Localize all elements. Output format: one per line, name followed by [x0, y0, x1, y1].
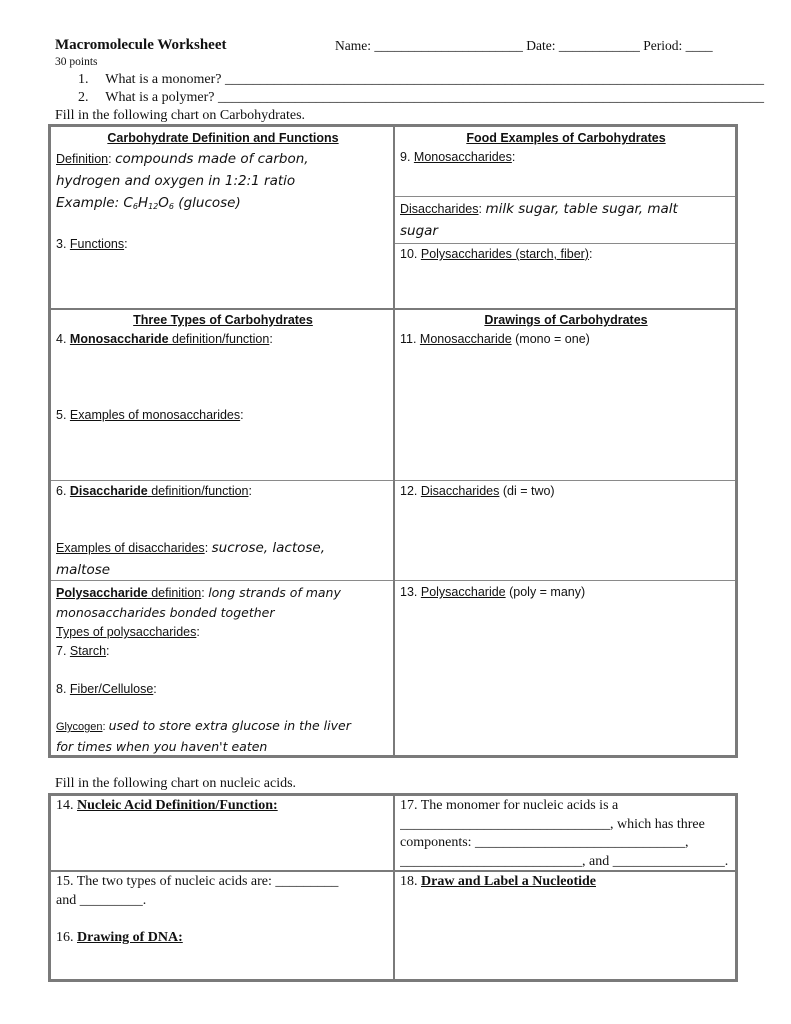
definition-text-2: hydrogen and oxygen in 1:2:1 ratio [56, 173, 296, 189]
row-divider [51, 308, 735, 310]
row-divider [395, 480, 735, 481]
nucleic-definition-prompt: 14. Nucleic Acid Definition/Function: [56, 798, 278, 813]
disaccharide-prompt: 6. Disaccharide definition/function: [56, 484, 252, 498]
food-examples-cell[interactable] [400, 129, 732, 195]
functions-prompt: 3. Functions: [56, 237, 128, 251]
period-field[interactable]: ____ [685, 38, 713, 53]
polysaccharides-food-cell[interactable] [400, 245, 732, 307]
monosaccharide-drawing-prompt: 11. Monosaccharide (mono = one) [400, 332, 590, 346]
cell-heading: Drawings of Carbohydrates [484, 313, 648, 327]
glycogen-text-2: for times when you haven't eaten [56, 739, 268, 754]
disaccharides-text: milk sugar, table sugar, malt [485, 201, 678, 217]
worksheet-title: Macromolecule Worksheet [55, 37, 227, 53]
monosaccharide-examples-prompt: 5. Examples of monosaccharides: [56, 408, 244, 422]
definition-label: Definition [56, 152, 109, 166]
starch-prompt: 7. Starch: [56, 644, 110, 658]
cell-heading: Carbohydrate Definition and Functions [107, 131, 339, 145]
row-divider [51, 870, 735, 872]
question-number: 1. [78, 72, 89, 87]
question-2 [78, 90, 764, 106]
question-text: What is a monomer? [105, 72, 222, 87]
cell-heading: Three Types of Carbohydrates [133, 313, 313, 327]
carb-definition-cell[interactable]: Carbohydrate Definition and Functions Definition: compounds made of carbon, hydrogen and oxygen in 1:2:1 ratio Example: $C_6H_{12}O_6$ (glucose) 3. Functions: [56, 129, 390, 307]
row-divider [51, 580, 393, 581]
nucleic-acid-table [48, 793, 738, 982]
nucleic-instruction: Fill in the following chart on nucleic acids. [55, 776, 297, 791]
disaccharide-examples-text-2: maltose [56, 562, 111, 578]
three-types-cell[interactable] [56, 311, 390, 479]
disaccharide-examples-text: sucrose, lactose, [211, 540, 326, 556]
nucleic-definition-cell[interactable] [56, 797, 390, 869]
row-divider [395, 243, 735, 244]
carb-instruction: Fill in the following chart on Carbohydrates. [55, 108, 306, 123]
disaccharide-examples-label: Examples of disaccharides [56, 541, 205, 555]
glycogen-text: used to store extra glucose in the liver [108, 718, 351, 733]
monomer-prompt-line-4[interactable]: __________________________, and ________________. [400, 853, 729, 869]
glycogen-label: Glycogen [56, 721, 103, 733]
period-label: Period: [643, 38, 683, 53]
date-label: Date: [526, 38, 556, 53]
polysaccharide-cell[interactable]: Polysaccharide definition: long strands of many monosaccharides bonded together Types of polysaccharides: 7. Starch: 8. Fiber/Cellulose: Glycogen: used to store extra glucose in the liver for times when you haven't eaten [56, 583, 390, 755]
fiber-prompt: 8. Fiber/Cellulose: [56, 682, 157, 696]
disaccharide-cell[interactable]: 6. Disaccharide definition/function: Examples of disaccharides: sucrose, lactose, maltose [56, 482, 390, 579]
polysaccharide-drawing-prompt: 13. Polysaccharide (poly = many) [400, 585, 586, 599]
drawings-cell[interactable] [400, 311, 732, 479]
column-divider [393, 796, 395, 979]
dna-drawing-prompt: 16. Drawing of DNA: [56, 930, 183, 945]
example-formula: Example: $C_6H_{12}O_6$ (glucose) [56, 195, 241, 211]
nucleic-types-cell[interactable] [56, 873, 390, 979]
polysaccharides-prompt: 10. Polysaccharides (starch, fiber): [400, 247, 593, 261]
row-divider [395, 196, 735, 197]
carbohydrate-table [48, 124, 738, 758]
row-divider [395, 580, 735, 581]
date-field[interactable]: ____________ [558, 38, 640, 53]
question-1 [78, 72, 764, 88]
answer-blank[interactable]: _____________________________________________________________________________ [225, 72, 764, 87]
monosaccharide-prompt: 4. Monosaccharide definition/function: [56, 332, 273, 346]
nucleic-monomer-cell[interactable] [400, 797, 734, 869]
disaccharide-drawing-cell[interactable] [400, 482, 732, 579]
disaccharide-drawing-prompt: 12. Disaccharides (di = two) [400, 484, 555, 498]
polysaccharide-drawing-cell[interactable] [400, 583, 732, 755]
nucleic-types-prompt[interactable]: 15. The two types of nucleic acids are: _________ [56, 874, 339, 889]
monomer-prompt-line-3[interactable]: components: ______________________________, [400, 835, 689, 850]
row-divider [51, 480, 393, 481]
monosaccharides-prompt: 9. Monosaccharides: [400, 150, 516, 164]
disaccharides-text-2: sugar [400, 223, 438, 239]
nucleic-types-prompt-2[interactable]: and _________. [56, 892, 147, 908]
polysaccharide-def-text: long strands of many [208, 585, 341, 600]
monomer-prompt-line-2[interactable]: ______________________________, which has three [400, 816, 705, 832]
name-field[interactable]: ______________________ [374, 38, 523, 53]
polysaccharide-label: Polysaccharide definition [56, 586, 202, 600]
question-text: What is a polymer? [105, 90, 215, 105]
answer-blank[interactable]: ______________________________________________________________________________ [218, 90, 764, 105]
nucleotide-drawing-prompt: 18. Draw and Label a Nucleotide [400, 874, 596, 889]
cell-heading: Food Examples of Carbohydrates [466, 131, 666, 145]
disaccharides-food-cell[interactable]: Disaccharides: milk sugar, table sugar, malt sugar [400, 198, 732, 242]
question-number: 2. [78, 90, 89, 105]
header-fields [335, 38, 713, 54]
nucleotide-drawing-cell[interactable] [400, 873, 734, 979]
definition-text: compounds made of carbon, [115, 151, 309, 167]
polysaccharide-def-text-2: monosaccharides bonded together [56, 605, 275, 620]
column-divider [393, 127, 395, 755]
name-label: Name: [335, 38, 371, 53]
disaccharides-label: Disaccharides [400, 202, 479, 216]
points-label: 30 points [55, 56, 98, 68]
monomer-prompt-line-1: 17. The monomer for nucleic acids is a [400, 798, 619, 813]
polysaccharide-types-label: Types of polysaccharides: [56, 625, 200, 639]
